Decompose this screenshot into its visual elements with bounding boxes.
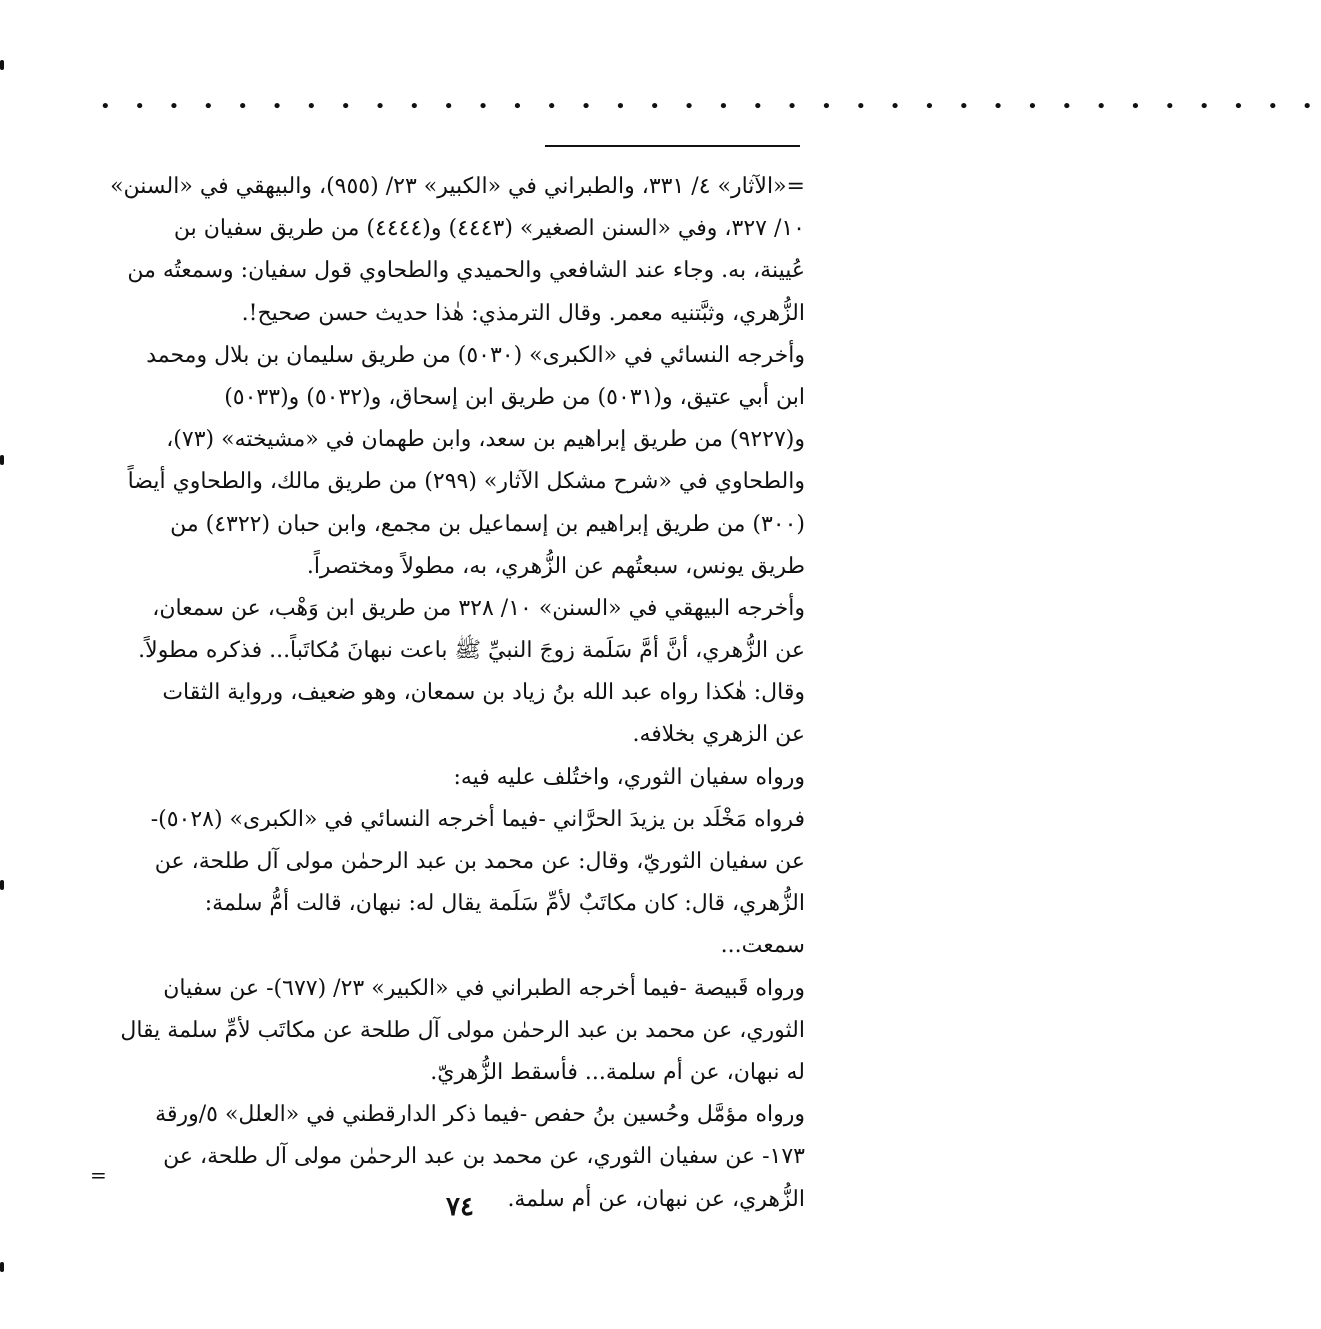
- text-line: ورواه مؤمَّل وحُسين بنُ حفص -فيما ذكر الدارقطني في «العلل» ٥/ورقة: [155, 1102, 805, 1128]
- footnote-rule: [545, 145, 800, 147]
- edge-mark: [0, 60, 4, 70]
- continuation-mark: =: [90, 1163, 107, 1187]
- text-line: عن الزهري بخلافه.: [632, 722, 805, 748]
- text-line: طريق يونس، سبعتُهم عن الزُّهري، به، مطولاً ومختصراً.: [306, 553, 805, 579]
- text-line: ١٧٣- عن سفيان الثوري، عن محمد بن عبد الرحمٰن مولى آل طلحة، عن: [163, 1144, 805, 1170]
- text-line: سمعت...: [720, 933, 805, 959]
- edge-mark: [0, 455, 4, 465]
- text-line: عن سفيان الثوريّ، وقال: عن محمد بن عبد الرحمٰن مولى آل طلحة، عن: [154, 849, 805, 874]
- text-line: عُيينة، به. وجاء عند الشافعي والحميدي والطحاوي قول سفيان: وسمعتُه من: [127, 258, 805, 284]
- text-line: وأخرجه البيهقي في «السنن» ١٠/ ٣٢٨ من طريق ابن وَهْب، عن سمعان،: [152, 595, 805, 621]
- text-line: وأخرجه النسائي في «الكبرى» (٥٠٣٠) من طريق سليمان بن بلال ومحمد: [146, 342, 805, 368]
- text-line: =«الآثار» ٤/ ٣٣١، والطبراني في «الكبير» ٢٣/ (٩٥٥)، والبيهقي في «السنن»: [110, 174, 805, 199]
- page-number: ٧٤: [446, 1192, 474, 1222]
- text-line: ورواه قَبيصة -فيما أخرجه الطبراني في «الكبير» ٢٣/ (٦٧٧)- عن سفيان: [163, 975, 805, 1001]
- text-line: له نبهان، عن أم سلمة... فأسقط الزُّهريّ.: [430, 1059, 805, 1085]
- edge-mark: [0, 880, 4, 890]
- text-line: والطحاوي في «شرح مشكل الآثار» (٢٩٩) من طريق مالك، والطحاوي أيضاً: [127, 469, 805, 495]
- text-line: الثوري، عن محمد بن عبد الرحمٰن مولى آل طلحة عن مكاتَب لأمِّ سلمة يقال: [120, 1017, 805, 1043]
- text-line: وقال: هٰكذا رواه عبد الله بنُ زياد بن سمعان، وهو ضعيف، ورواية الثقات: [162, 680, 805, 706]
- text-line: فرواه مَخْلَد بن يزيدَ الحرَّاني -فيما أخرجه النسائي في «الكبرى» (٥٠٢٨)-: [150, 806, 805, 832]
- text-line: ١٠/ ٣٢٧، وفي «السنن الصغير» (٤٤٤٣) و(٤٤٤٤) من طريق سفيان بن: [173, 216, 805, 242]
- text-line: عن الزُّهري، أنَّ أمَّ سَلَمة زوجَ النبيِّ ﷺ باعت نبهانَ مُكاتَباً... فذكره مطولاً.: [138, 638, 805, 664]
- edge-mark: [0, 1262, 4, 1272]
- text-line: الزُّهري، قال: كان مكاتَبٌ لأمِّ سَلَمة يقال له: نبهان، قالت أمُّ سلمة:: [204, 891, 805, 917]
- text-line: (٣٠٠) من طريق إبراهيم بن إسماعيل بن مجمع، وابن حبان (٤٣٢٢) من: [170, 511, 805, 537]
- text-line: الزُّهري، وثبَّتنيه معمر. وقال الترمذي: هٰذا حديث حسن صحيح!.: [241, 300, 805, 326]
- footnote-text: [100, 166, 805, 1221]
- text-line: و(٩٢٢٧) من طريق إبراهيم بن سعد، وابن طهمان في «مشيخته» (٧٣)،: [166, 427, 805, 453]
- text-line: ورواه سفيان الثوري، واختُلف عليه فيه:: [453, 764, 805, 790]
- separator-dots: • • • • • • • • • • • • • • • • • • • • • • • • • • • • • • • • • • • •: [100, 96, 1321, 117]
- text-line: الزُّهري، عن نبهان، عن أم سلمة.: [507, 1186, 805, 1212]
- text-line: ابن أبي عتيق، و(٥٠٣١) من طريق ابن إسحاق، و(٥٠٣٢) و(٥٠٣٣): [224, 384, 805, 410]
